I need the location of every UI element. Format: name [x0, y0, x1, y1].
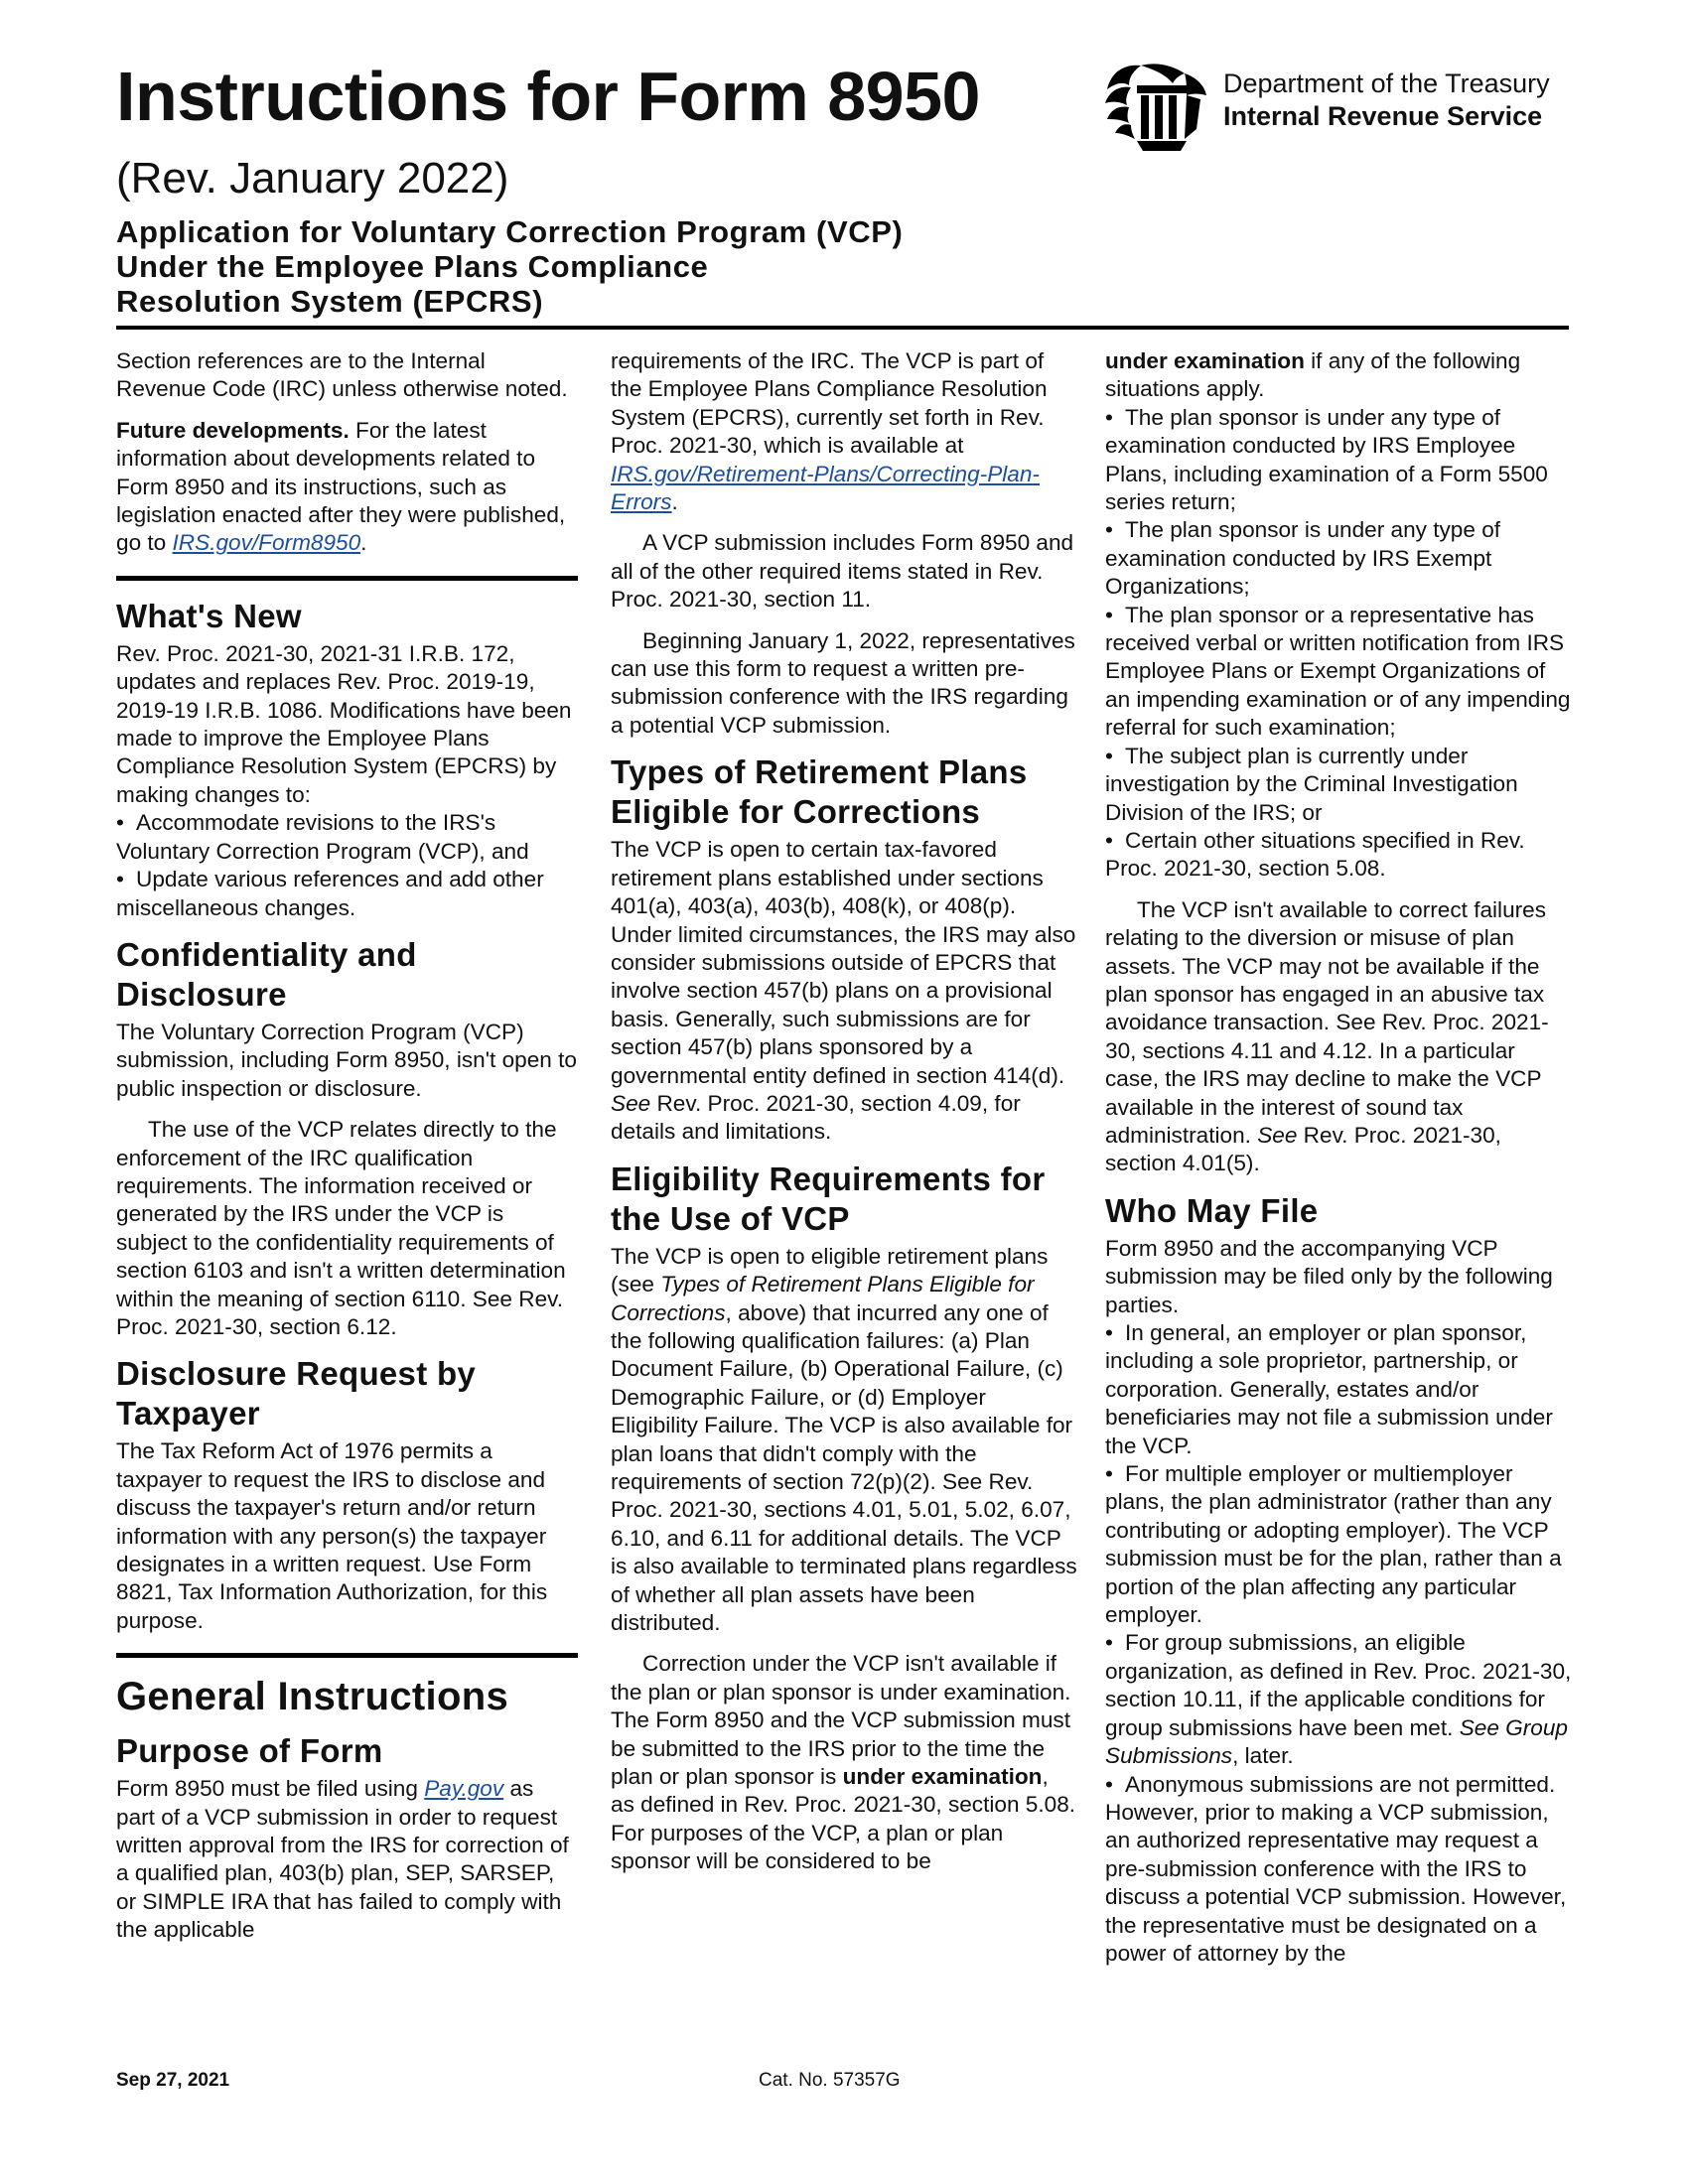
correction-paragraph	[611, 1650, 1077, 1875]
agency-name	[1223, 68, 1550, 133]
vcp-text: requirements of the IRC. The VCP is part of the Employee Plans Compliance Resolution System (EPCRS), currently set forth in Rev. Proc. 2021-30, which is available at	[611, 348, 1048, 459]
examination-list	[1105, 404, 1572, 884]
header-divider	[116, 326, 1569, 330]
general-instructions-heading: General Instructions	[116, 1675, 508, 1719]
period: .	[360, 530, 367, 556]
confidentiality-heading: Confidentiality and Disclosure	[116, 935, 417, 1013]
vcp-not-available-text: Rev. Proc. 2021-30, section 4.01(5).	[1105, 1122, 1501, 1176]
agency-line-2: Internal Revenue Service	[1223, 101, 1543, 131]
confidentiality-paragraph: The use of the VCP relates directly to the enforcement of the IRC qualification requirements. The information received or generated by the IRS under the VCP is subject to the confidentiality requirements of section 6103 and isn't a written determination within the meaning of section 6110. See Rev. Proc. 2021-30, section 6.12.	[116, 1117, 566, 1339]
future-developments	[116, 417, 578, 558]
column-1	[116, 347, 578, 1958]
examination-paragraph	[1105, 347, 1572, 404]
list-item: • The plan sponsor is under any type of examination conducted by IRS Employee Plans, including examination of a Form 5500 series return;	[1105, 404, 1572, 517]
cross-reference: See Group Submissions	[1105, 1714, 1568, 1769]
under-examination-term: under examination	[842, 1764, 1043, 1790]
under-examination-term: under examination	[1105, 348, 1305, 373]
who-may-file-text: Form 8950 and the accompanying VCP submission may be filed only by the following parties.	[1105, 1235, 1553, 1317]
section-divider	[116, 1653, 578, 1658]
list-item: • Update various references and add other miscellaneous changes.	[116, 866, 578, 922]
cross-reference: Types of Retirement Plans Eligible for Corrections	[611, 1272, 1035, 1325]
who-may-file-heading: Who May File	[1105, 1191, 1319, 1229]
paygov-link[interactable]: Pay.gov	[424, 1776, 504, 1802]
group-submissions-text: For group submissions, an eligible organization, as defined in Rev. Proc. 2021-30, section 10.11, if the applicable conditions for group submissions have been met.	[1105, 1630, 1572, 1740]
types-heading: Types of Retirement Plans Eligible for Corrections	[611, 753, 1028, 831]
see-reference: See	[611, 1090, 651, 1116]
intro-text: Section references are to the Internal Revenue Code (IRC) unless otherwise noted.	[116, 348, 568, 402]
document-title: Instructions for Form 8950	[116, 58, 980, 135]
correction-text: Correction under the VCP isn't available if the plan or plan sponsor is under examination. The Form 8950 and the VCP submission must be submitted to the IRS prior to the time the plan or plan sponsor is	[611, 1651, 1071, 1790]
list-item: • For multiple employer or multiemployer plans, the plan administrator (rather than any contributing or adopting employer). The VCP submission must be for the plan, rather than a portion of the plan affecting any particular employer.	[1105, 1460, 1572, 1629]
types-paragraph	[611, 836, 1077, 1146]
purpose-heading: Purpose of Form	[116, 1732, 383, 1770]
eligibility-heading: Eligibility Requirements for the Use of VCP	[611, 1160, 1046, 1237]
column-3	[1105, 347, 1572, 1980]
subtitle-line-1: Application for Voluntary Correction Program (VCP)	[116, 214, 904, 249]
eligibility-text: , above) that incurred any one of the following qualification failures: (a) Plan Document Failure, (b) Operational Failure, (c) Demographic Failure, or (d) Employer Eligibility Failure. The VCP is also available for plan loans that didn't comply with the requirements of section 72(p)(2). See Rev. Proc. 2021-30, sections 4.01, 5.01, 5.02, 6.07, 6.10, and 6.11 for additional details. The VCP is also available to terminated plans regardless of whether all plan assets have been distributed.	[611, 1299, 1077, 1636]
disclosure-heading: Disclosure Request by Taxpayer	[116, 1355, 477, 1433]
see-reference: See	[1257, 1122, 1298, 1148]
subtitle-line-3: Resolution System (EPCRS)	[116, 284, 544, 319]
group-submissions-text: , later.	[1232, 1743, 1294, 1769]
list-item: • The plan sponsor is under any type of examination conducted by IRS Exempt Organizations;	[1105, 516, 1572, 601]
list-item: • In general, an employer or plan sponsor, including a sole proprietor, partnership, or corporation. Generally, estates and/or beneficiaries may not file a submission under the VCP.	[1105, 1319, 1572, 1460]
revision-date: (Rev. January 2022)	[116, 154, 509, 203]
list-item	[1105, 1629, 1572, 1770]
column-2	[611, 347, 1077, 1889]
vcp-not-available-text: The VCP isn't available to correct failures relating to the diversion or misuse of plan assets. The VCP may not be available if the plan sponsor has engaged in an abusive tax avoidance transaction. See Rev. Proc. 2021-30, sections 4.11 and 4.12. In a particular case, the IRS may decline to make the VCP available in the interest of sound tax administration.	[1105, 896, 1549, 1148]
list-item: • Anonymous submissions are not permitted. However, prior to making a VCP submission, an authorized representative may request a pre-submission conference with the IRS to discuss a potential VCP submission. However, the representative must be designated on a power of attorney by the	[1105, 1771, 1572, 1969]
future-developments-text: For the latest information about developments related to Form 8950 and its instructions, such as legislation enacted after they were published, go to	[116, 417, 566, 556]
whats-new-list	[116, 809, 578, 922]
types-text: The VCP is open to certain tax-favored retirement plans established under sections 401(a), 403(a), 403(b), 408(k), or 408(p). Under limited circumstances, the IRS may also consider submissions outside of EPCRS that involve section 457(b) plans on a provisional basis. Generally, such submissions are for section 457(b) plans sponsored by a governmental entity defined in section 414(d).	[611, 837, 1076, 1088]
list-item: • Certain other situations specified in Rev. Proc. 2021-30, section 5.08.	[1105, 827, 1572, 884]
footer-date: Sep 27, 2021	[116, 2070, 230, 2091]
correcting-plan-errors-link[interactable]: IRS.gov/Retirement-Plans/Correcting-Plan-Errors	[611, 461, 1040, 515]
vcp-paragraph	[611, 347, 1077, 516]
purpose-text: Form 8950 must be filed using	[116, 1776, 425, 1802]
purpose-paragraph	[116, 1775, 578, 1944]
irs-eagle-logo-icon	[1101, 60, 1220, 155]
correction-text: , as defined in Rev. Proc. 2021-30, section 5.08. For purposes of the VCP, a plan or plan sponsor will be considered to be	[611, 1764, 1076, 1874]
list-item: • Accommodate revisions to the IRS's Voluntary Correction Program (VCP), and	[116, 809, 578, 866]
agency-line-1: Department of the Treasury	[1223, 68, 1550, 98]
eligibility-text: The VCP is open to eligible retirement plans (see	[611, 1243, 1049, 1297]
whats-new-text: Rev. Proc. 2021-30, 2021-31 I.R.B. 172, updates and replaces Rev. Proc. 2019-19, 2019-19 I.R.B. 1086. Modifications have been made to improve the Employee Plans Compliance Resolution System (EPCRS) by making changes to:	[116, 640, 572, 807]
form8950-link[interactable]: IRS.gov/Form8950	[172, 530, 361, 556]
confidentiality-paragraph: The Voluntary Correction Program (VCP) submission, including Form 8950, isn't open to public inspection or disclosure.	[116, 1019, 577, 1101]
footer-catalog-number: Cat. No. 57357G	[759, 2070, 901, 2091]
purpose-text: as part of a VCP submission in order to request written approval from the IRS for correction of a qualified plan, 403(b) plan, SEP, SARSEP, or SIMPLE IRA that has failed to comply with the applicable	[116, 1776, 569, 1943]
vcp-not-available-paragraph	[1105, 896, 1572, 1178]
pre-submission-paragraph: Beginning January 1, 2022, representatives can use this form to request a written pre-submission conference with the IRS regarding a potential VCP submission.	[611, 627, 1075, 738]
form-subtitle	[116, 214, 1109, 319]
who-may-file-list	[1105, 1319, 1572, 1968]
examination-text: if any of the following situations apply.	[1105, 348, 1521, 402]
disclosure-paragraph: The Tax Reform Act of 1976 permits a taxpayer to request the IRS to disclose and discuss the taxpayer's return and/or return information with any person(s) the taxpayer designates in a written request. Use Form 8821, Tax Information Authorization, for this purpose.	[116, 1438, 548, 1633]
period: .	[671, 489, 678, 515]
list-item: • The plan sponsor or a representative has received verbal or written notification from IRS Employee Plans or Exempt Organizations of an impending examination or of any impending referral for such examination;	[1105, 602, 1572, 743]
eligibility-paragraph	[611, 1243, 1077, 1638]
subtitle-line-2: Under the Employee Plans Compliance	[116, 249, 709, 284]
whats-new-heading: What's New	[116, 597, 302, 634]
list-item: • The subject plan is currently under investigation by the Criminal Investigation Division of the IRS; or	[1105, 743, 1572, 827]
vcp-submission-paragraph: A VCP submission includes Form 8950 and all of the other required items stated in Rev. Proc. 2021-30, section 11.	[611, 530, 1074, 613]
types-text: Rev. Proc. 2021-30, section 4.09, for details and limitations.	[611, 1090, 1021, 1145]
section-divider	[116, 576, 578, 581]
future-developments-label: Future developments.	[116, 417, 350, 443]
